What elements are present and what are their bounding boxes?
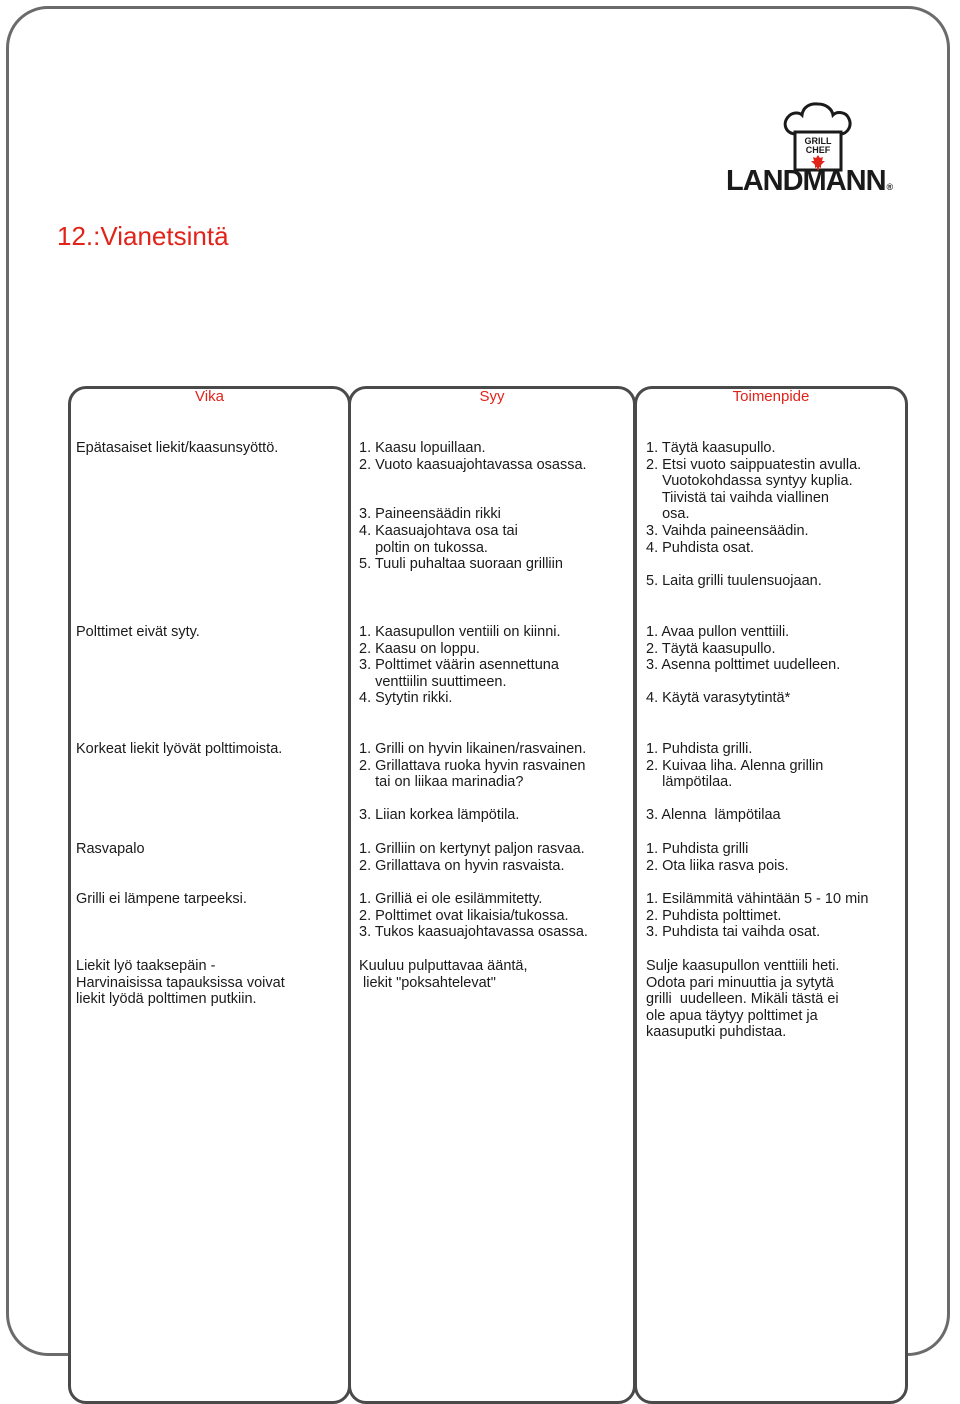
row-1-toimenpide: 1. Täytä kaasupullo. 2. Etsi vuoto saippuatestin avulla. Vuotokohdassa syntyy kuplia. Tiivistä tai vaihda viallinen osa. 3. Vaihda paineensäädin. 4. Puhdista osat. 5. Laita grilli tuulensuojaan. <box>646 440 862 589</box>
landmann-wordmark <box>726 166 892 196</box>
row-5-toimenpide: 1. Esilämmitä vähintään 5 - 10 min 2. Puhdista polttimet. 3. Puhdista tai vaihda osat. <box>646 891 869 941</box>
row-3-syy: 1. Grilli on hyvin likainen/rasvainen. 2. Grillattava ruoka hyvin rasvainen tai on liikaa marinadia? 3. Liian korkea lämpötila. <box>359 741 587 824</box>
row-2-vika: Polttimet eivät syty. <box>76 624 200 640</box>
row-5-vika: Grilli ei lämpene tarpeeksi. <box>76 891 247 907</box>
row-2-toimenpide: 1. Avaa pullon venttiili. 2. Täytä kaasupullo. 3. Asenna polttimet uudelleen. 4. Käytä varasytytintä* <box>646 624 841 707</box>
wordmark-text: LANDMANN <box>726 165 886 197</box>
header-syy: Syy <box>479 388 505 405</box>
row-4-syy: 1. Grilliin on kertynyt paljon rasvaa. 2. Grillattava on hyvin rasvaista. <box>359 841 585 874</box>
landmann-grill-chef-logo <box>726 100 896 195</box>
header-toimenpide: Toimenpide <box>732 388 810 405</box>
row-4-toimenpide: 1. Puhdista grilli 2. Ota liika rasva pois. <box>646 841 789 874</box>
page-title: 12.:Vianetsintä <box>57 221 229 251</box>
row-6-vika: Liekit lyö taaksepäin - Harvinaisissa tapauksissa voivat liekit lyödä polttimen putkiin. <box>76 958 285 1008</box>
row-3-vika: Korkeat liekit lyövät polttimoista. <box>76 741 283 757</box>
row-4-vika: Rasvapalo <box>76 841 145 857</box>
row-1-vika: Epätasaiset liekit/kaasunsyöttö. <box>76 440 279 456</box>
row-6-syy: Kuuluu pulputtavaa ääntä, liekit "poksahtelevat" <box>359 958 528 991</box>
row-2-syy: 1. Kaasupullon ventiili on kiinni. 2. Kaasu on loppu. 3. Polttimet väärin asennettuna venttiilin suuttimeen. 4. Sytytin rikki. <box>359 624 561 707</box>
row-1-syy: 1. Kaasu lopuillaan. 2. Vuoto kaasuajohtavassa osassa. 3. Paineensäädin rikki 4. Kaasuajohtava osa tai poltin on tukossa. 5. Tuuli puhaltaa suoraan grilliin <box>359 440 587 573</box>
logo-chef-text: CHEF <box>805 145 831 155</box>
registered-mark: ® <box>886 182 893 192</box>
header-vika: Vika <box>195 388 224 405</box>
row-3-toimenpide: 1. Puhdista grilli. 2. Kuivaa liha. Alenna grillin lämpötilaa. 3. Alenna lämpötilaa <box>646 741 824 824</box>
logo-grill-text: GRILL <box>804 136 832 146</box>
chef-hat-icon <box>778 100 858 172</box>
row-5-syy: 1. Grilliä ei ole esilämmitetty. 2. Polttimet ovat likaisia/tukossa. 3. Tukos kaasuajohtavassa osassa. <box>359 891 588 941</box>
row-6-toimenpide: Sulje kaasupullon venttiili heti. Odota pari minuuttia ja sytytä grilli uudelleen. Mikäli tästä ei ole apua täytyy polttimet ja kaasuputki puhdistaa. <box>646 958 840 1041</box>
